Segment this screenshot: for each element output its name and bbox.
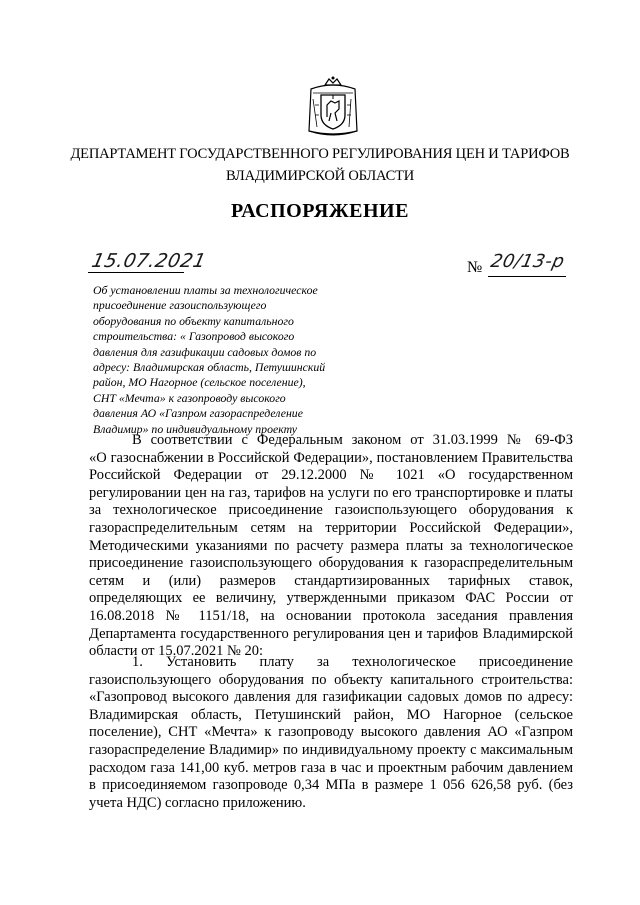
paragraph-line: «Газопровод высокого давления для газификации садовых домов по адресу: <box>89 689 573 706</box>
paragraph-line: учета НДС) согласно приложению. <box>89 794 306 811</box>
paragraph-line: в присоединяемом газопроводе 0,34 МПа в размере 1 056 626,58 руб. (без <box>89 777 573 794</box>
paragraph-line: сетям и (или) размеров стандартизированных тарифных ставок, <box>89 572 573 589</box>
resolution-item-1 <box>89 654 573 812</box>
coat-of-arms-icon <box>305 75 361 137</box>
paragraph-line: газораспределение Владимир» по индивидуальному проекту с максимальным <box>89 741 573 758</box>
subject-line: адресу: Владимирская область, Петушинский <box>93 360 326 375</box>
paragraph-line: за технологическое присоединение газоиспользующего оборудования к <box>89 502 573 519</box>
number-underline <box>488 276 566 277</box>
paragraph-line: «О газоснабжении в Российской Федерации», постановлением Правительства <box>89 449 573 466</box>
subject-line: район, МО Нагорное (сельское поселение), <box>93 375 306 390</box>
department-name-line2: ВЛАДИМИРСКОЙ ОБЛАСТИ <box>226 168 414 184</box>
subject-line: Владимир» по индивидуальному проекту <box>93 421 298 436</box>
subject-line: Об установлении платы за технологическое <box>93 283 318 297</box>
department-name-line1: ДЕПАРТАМЕНТ ГОСУДАРСТВЕННОГО РЕГУЛИРОВАНИЯ ЦЕН И ТАРИФОВ <box>70 146 570 162</box>
paragraph-line: В соответствии с Федеральным законом от 31.03.1999 № 69-ФЗ <box>132 432 573 448</box>
document-type-title: РАСПОРЯЖЕНИЕ <box>231 200 409 222</box>
paragraph-line: присоединение газоиспользующего оборудования к газораспределительным <box>89 555 573 572</box>
paragraph-line: газоиспользующего оборудования по объекту капитального строительства: <box>89 671 573 688</box>
subject-line: давления для газификации садовых домов по <box>93 344 317 359</box>
document-number: 20/13-р <box>488 251 567 272</box>
subject-line: присоединение газоиспользующего <box>93 298 267 313</box>
paragraph-line: поселение), СНТ «Мечта» к газопроводу высокого давления АО «Газпром <box>89 724 573 741</box>
paragraph-line: расходом газа 141,00 куб. метров газа в час и проектным рабочим давлением <box>89 759 573 776</box>
paragraph-line: области от 15.07.2021 № 20: <box>89 643 263 660</box>
paragraph-line: Методическими указаниями по расчету размера платы за технологическое <box>89 537 573 554</box>
document-date: 15.07.2021 <box>89 250 209 272</box>
paragraph-line: регулировании цен на газ, тарифов на услуги по его транспортировке и платы <box>89 484 573 501</box>
paragraph-line: Владимирская область, Петушинский район, МО Нагорное (сельское <box>89 706 573 723</box>
subject-line: давления АО «Газпром газораспределение <box>93 406 303 421</box>
subject-line: оборудования по объекту капитального <box>93 313 294 328</box>
paragraph-line: Департамента государственного регулирования цен и тарифов Владимирской <box>89 625 573 642</box>
document-subject <box>93 283 355 437</box>
paragraph-line: 16.08.2018 № 1151/18, на основании протокола заседания правления <box>89 607 573 624</box>
paragraph-line: Российской Федерации от 29.12.2000 № 1021 «О государственном <box>89 467 573 484</box>
paragraph-line: определяющих ее величину, утвержденными приказом ФАС России от <box>89 590 573 607</box>
number-sign: № <box>467 259 483 276</box>
subject-line: строительства: « Газопровод высокого <box>93 329 295 344</box>
date-underline <box>88 272 184 273</box>
paragraph-line: газораспределительным сетям на территории Российской Федерации», <box>89 519 573 536</box>
subject-line: СНТ «Мечта» к газопроводу высокого <box>93 390 286 405</box>
preamble-paragraph <box>89 432 573 661</box>
paragraph-line: 1. Установить плату за технологическое присоединение <box>132 654 573 670</box>
